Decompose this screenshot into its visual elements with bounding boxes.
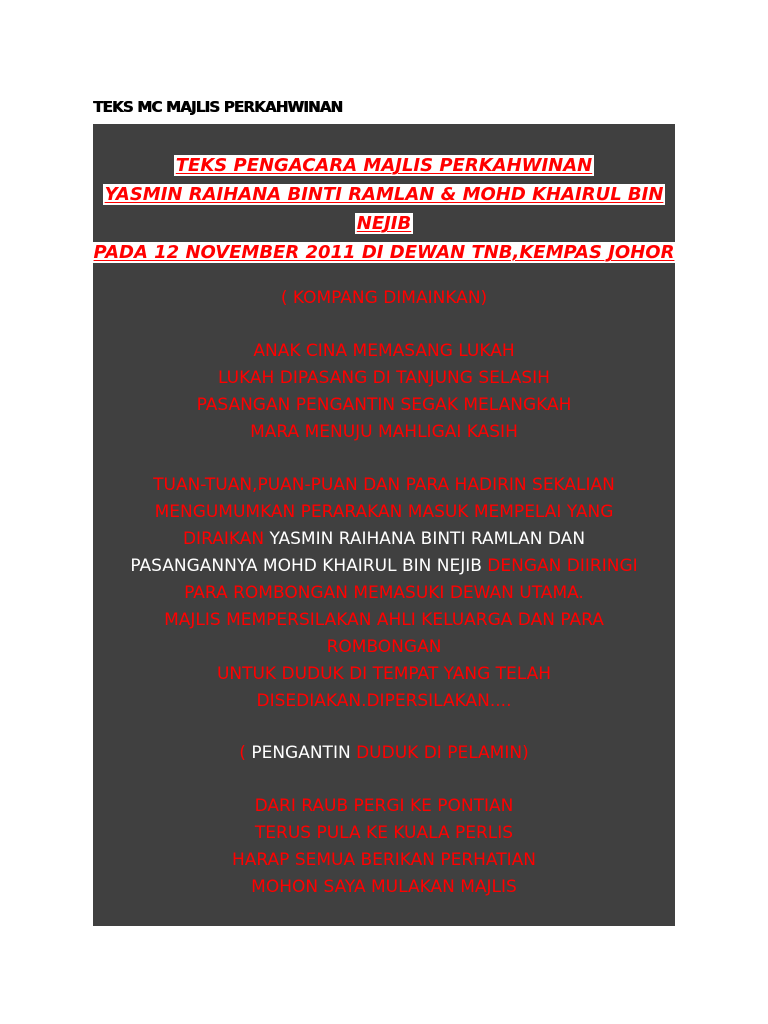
title-block bbox=[0, 151, 768, 267]
cue-highlight: PENGANTIN bbox=[251, 743, 351, 763]
title-line: YASMIN RAIHANA BINTI RAMLAN & MOHD KHAIRUL BIN bbox=[104, 184, 664, 205]
couple-names: PASANGANNYA MOHD KHAIRUL BIN NEJIB bbox=[130, 556, 482, 576]
speech-line: ROMBONGAN bbox=[326, 637, 442, 657]
pantun-line: DARI RAUB PERGI KE PONTIAN bbox=[254, 796, 514, 816]
speech-line: UNTUK DUDUK DI TEMPAT YANG TELAH bbox=[216, 664, 552, 684]
cue-fragment: ( bbox=[239, 743, 252, 763]
pantun-line: LUKAH DIPASANG DI TANJUNG SELASIH bbox=[218, 368, 550, 388]
pantun-line: TERUS PULA KE KUALA PERLIS bbox=[254, 823, 514, 843]
couple-names: YASMIN RAIHANA BINTI RAMLAN DAN bbox=[264, 529, 586, 549]
pantun-line: ANAK CINA MEMASANG LUKAH bbox=[253, 341, 515, 361]
pantun-line: PASANGAN PENGANTIN SEGAK MELANGKAH bbox=[196, 395, 572, 415]
speech-line: DISEDIAKAN.DIPERSILAKAN.... bbox=[256, 691, 512, 711]
document-heading: TEKS MC MAJLIS PERKAHWINAN bbox=[93, 98, 343, 116]
speech-paragraph bbox=[93, 472, 675, 715]
pantun-opening bbox=[93, 338, 675, 446]
pantun-closing bbox=[93, 793, 675, 901]
title-line: PADA 12 NOVEMBER 2011 DI DEWAN TNB,KEMPAS JOHOR bbox=[93, 242, 675, 263]
pantun-line: MOHON SAYA MULAKAN MAJLIS bbox=[251, 877, 517, 897]
cue-kompang: ( KOMPANG DIMAINKAN) bbox=[280, 288, 488, 308]
speech-fragment: DENGAN DIIRINGI bbox=[481, 556, 638, 576]
cue-pengantin bbox=[93, 740, 675, 767]
title-line: NEJIB bbox=[356, 213, 412, 234]
speech-line: MENGUMUMKAN PERARAKAN MASUK MEMPELAI YANG bbox=[154, 502, 614, 522]
speech-line bbox=[93, 553, 675, 580]
speech-fragment: DIRAIKAN bbox=[182, 529, 265, 549]
speech-line: TUAN-TUAN,PUAN-PUAN DAN PARA HADIRIN SEKALIAN bbox=[153, 475, 615, 495]
speech-line bbox=[93, 526, 675, 553]
pantun-line: MARA MENUJU MAHLIGAI KASIH bbox=[250, 422, 518, 442]
title-line: TEKS PENGACARA MAJLIS PERKAHWINAN bbox=[175, 155, 593, 176]
speech-line: PARA ROMBONGAN MEMASUKI DEWAN UTAMA. bbox=[184, 583, 584, 603]
cue-fragment: DUDUK DI PELAMIN) bbox=[350, 743, 529, 763]
pantun-line: HARAP SEMUA BERIKAN PERHATIAN bbox=[232, 850, 536, 870]
speech-line: MAJLIS MEMPERSILAKAN AHLI KELUARGA DAN PARA bbox=[164, 610, 604, 630]
